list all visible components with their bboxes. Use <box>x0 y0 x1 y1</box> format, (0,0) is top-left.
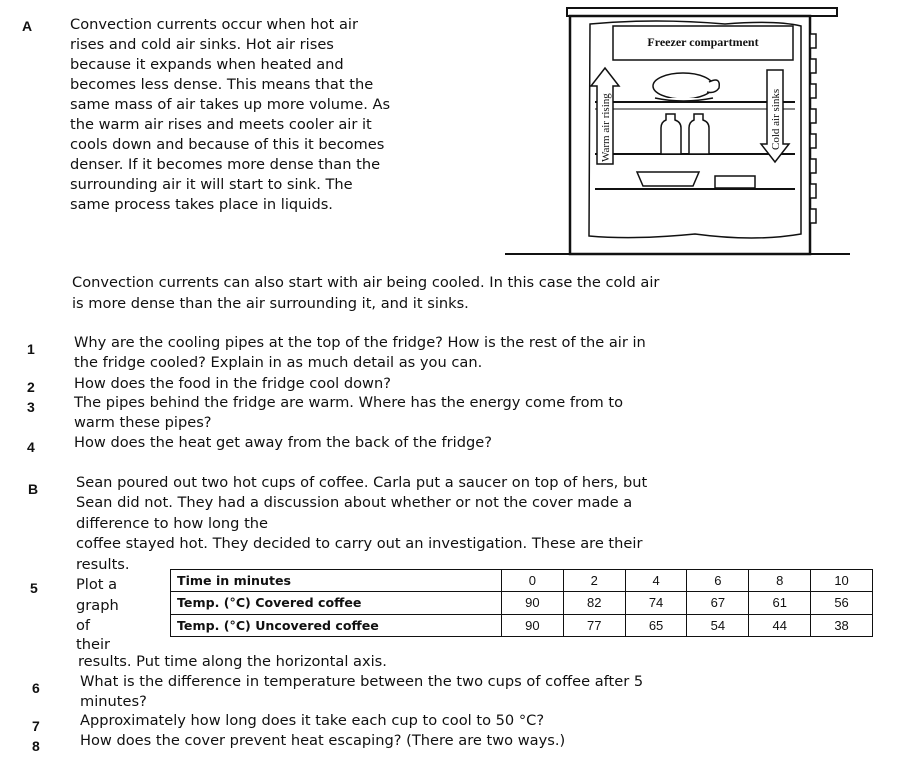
paragraph-line: cools down and because of this it becomes <box>70 136 385 153</box>
paragraph-line: same mass of air takes up more volume. As <box>70 96 391 113</box>
paragraph2-line: Convection currents can also start with air being cooled. In this case the cold air <box>72 274 660 291</box>
question-text: How does the food in the fridge cool down? <box>74 375 391 392</box>
paragraph-line: the warm air rises and meets cooler air it <box>70 116 372 133</box>
table-cell: 65 <box>625 614 687 636</box>
table-cell: 67 <box>687 592 749 614</box>
question-text: the fridge cooled? Explain in as much detail as you can. <box>74 354 483 371</box>
table-cell: 44 <box>749 614 811 636</box>
table-cell: 38 <box>811 614 873 636</box>
paragraph-line: becomes less dense. This means that the <box>70 76 374 93</box>
question-text: Approximately how long does it take each cup to cool to 50 °C? <box>80 712 545 729</box>
table-row <box>171 592 873 614</box>
section-a-label: A <box>22 18 33 34</box>
table-cell: 77 <box>563 614 625 636</box>
question-text: How does the cover prevent heat escaping? (There are two ways.) <box>80 732 566 749</box>
question-number: 1 <box>27 341 35 357</box>
question-number: 4 <box>27 439 35 455</box>
section-b-line: difference to how long the <box>76 515 269 532</box>
table-cell: 4 <box>625 570 687 592</box>
section-a-paragraph <box>70 15 500 215</box>
row-header: Temp. (°C) Covered coffee <box>171 592 502 614</box>
question-number: 2 <box>27 379 35 395</box>
question-number: 7 <box>32 718 40 734</box>
table-cell: 6 <box>687 570 749 592</box>
question-number: 6 <box>32 680 40 696</box>
q5-wrap-line: graph <box>76 597 119 614</box>
q5-wrap-line: Plot a <box>76 576 118 593</box>
table-cell: 8 <box>749 570 811 592</box>
question-number: 8 <box>32 738 40 754</box>
row-header: Time in minutes <box>171 570 502 592</box>
freezer-label: Freezer compartment <box>647 35 759 49</box>
table-cell: 90 <box>502 592 564 614</box>
question-text: The pipes behind the fridge are warm. Where has the energy come from to <box>74 394 624 411</box>
paragraph-line: denser. If it becomes more dense than the <box>70 156 381 173</box>
paragraph-line: because it expands when heated and <box>70 56 344 73</box>
cold-air-label: Cold air sinks <box>770 88 782 150</box>
question-text: warm these pipes? <box>74 414 212 431</box>
q5-tail: results. Put time along the horizontal axis. <box>78 653 387 670</box>
section-b-line: coffee stayed hot. They decided to carry out an investigation. These are their <box>76 535 643 552</box>
paragraph-line: surrounding air it will start to sink. The <box>70 176 353 193</box>
table-cell: 74 <box>625 592 687 614</box>
q5-wrap-line: of <box>76 617 91 634</box>
paragraph-line: same process takes place in liquids. <box>70 196 333 213</box>
section-b-line: Sean did not. They had a discussion about whether or not the cover made a <box>76 494 633 511</box>
table-cell: 0 <box>502 570 564 592</box>
table-cell: 2 <box>563 570 625 592</box>
question-text: How does the heat get away from the back of the fridge? <box>74 434 492 451</box>
results-table <box>170 569 873 637</box>
paragraph2-line: is more dense than the air surrounding it, and it sinks. <box>72 295 469 312</box>
question-text: minutes? <box>80 693 147 710</box>
question-text: What is the difference in temperature between the two cups of coffee after 5 <box>80 673 644 690</box>
table-row <box>171 570 873 592</box>
table-cell: 10 <box>811 570 873 592</box>
question-number: 5 <box>30 580 38 596</box>
question-text: Why are the cooling pipes at the top of the fridge? How is the rest of the air in <box>74 334 646 351</box>
table-cell: 90 <box>502 614 564 636</box>
question-number: 3 <box>27 399 35 415</box>
paragraph-line: rises and cold air sinks. Hot air rises <box>70 36 334 53</box>
table-cell: 54 <box>687 614 749 636</box>
q5-wrap-line: their <box>76 636 111 653</box>
table-cell: 82 <box>563 592 625 614</box>
table-row <box>171 614 873 636</box>
section-b-line: Sean poured out two hot cups of coffee. Carla put a saucer on top of hers, but <box>76 474 648 491</box>
section-b-label: B <box>28 481 39 497</box>
warm-air-label: Warm air rising <box>600 93 612 162</box>
paragraph-line: Convection currents occur when hot air <box>70 16 358 33</box>
table-cell: 56 <box>811 592 873 614</box>
row-header: Temp. (°C) Uncovered coffee <box>171 614 502 636</box>
table-cell: 61 <box>749 592 811 614</box>
fridge-diagram <box>505 4 850 260</box>
section-b-line: results. <box>76 556 130 573</box>
